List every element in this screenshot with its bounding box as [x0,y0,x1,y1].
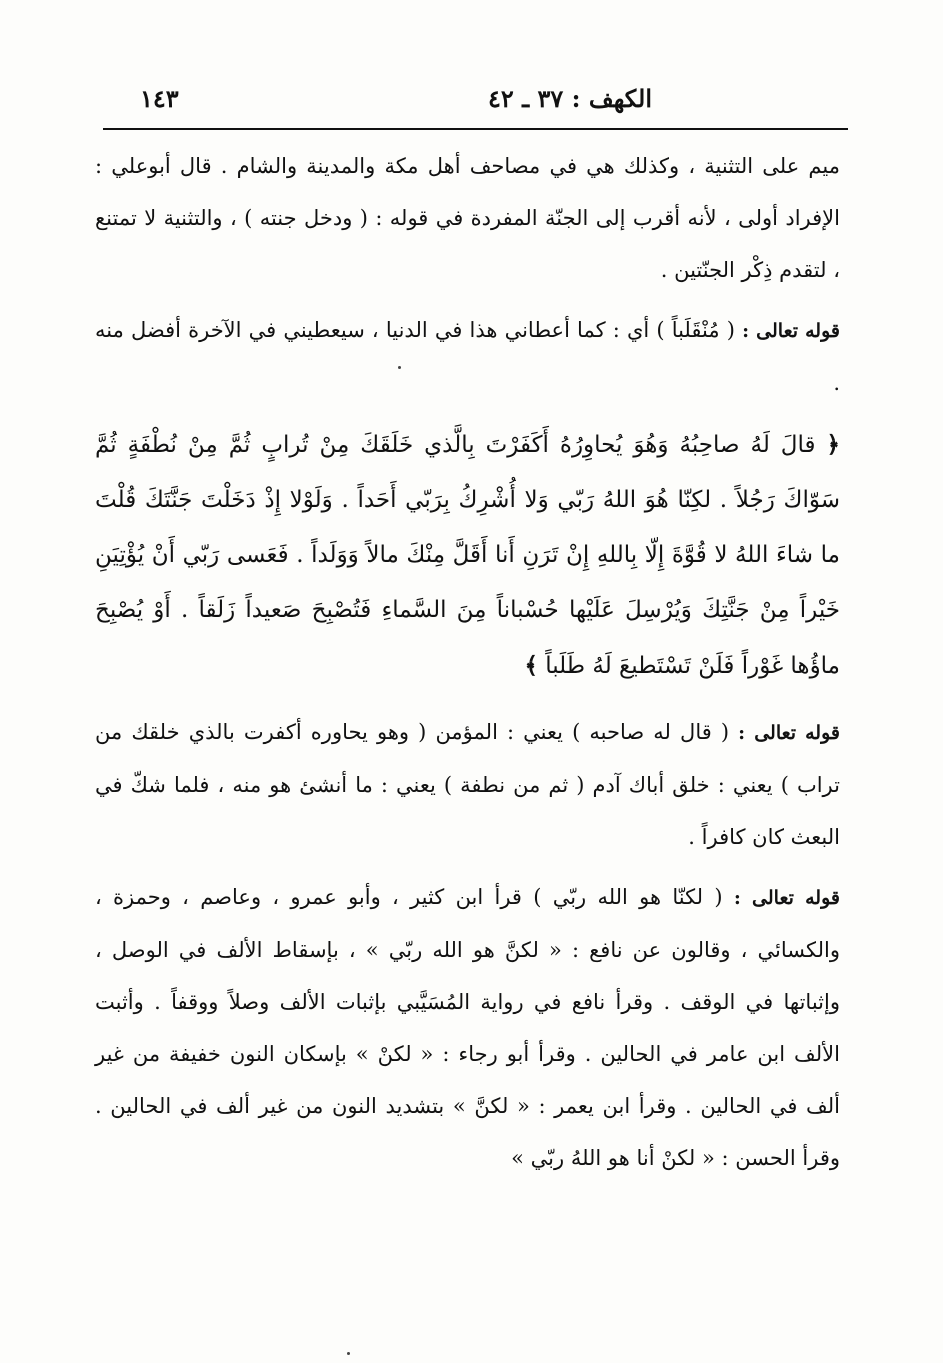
paragraph-3 [95,706,840,863]
commentary-lead: قوله تعالى : [733,887,840,909]
paragraph-4 [95,871,840,1184]
paragraph-1: ميم على التثنية ، وكذلك هي في مصاحف أهل مكة والمدينة والشام . قال أبوعلي : الإفراد أولى ، لأنه أقرب إلى الجنّة المفردة في قوله : ( ودخل جنته ) ، والتثنية لا تمتنع ، لتقدم ذِكْر الجنّتين . [95,154,840,282]
running-title: الكهف : ٣٧ ـ ٤٢ [488,84,653,113]
paragraph-2 [95,304,840,409]
paragraph-text: ( مُنْقَلَباً ) أي : كما أعطاني هذا في الدنيا ، سيعطيني في الآخرة أفضل منه . [95,318,840,395]
verse-open-bracket: ﴿ [826,431,840,458]
verse-close-bracket: ﴾ [524,652,538,679]
paragraph-text: ( لكنّا هو الله ربّي ) قرأ ابن كثير ، وأبو عمرو ، وعاصم ، وحمزة ، والكسائي ، وقالون عن نافع : « لكنَّ هو الله ربّي » ، بإسقاط الألف في الوصل ، وإثباتها في الوقف . وقرأ نافع في رواية المُسَيَّبي بإثبات الألف وصلاً ووقفاً . وأثبت الألف ابن عامر في الحالين . وقرأ أبو رجاء : « لكنْ » بإسكان النون خفيفة من غير ألف في الحالين . وقرأ ابن يعمر : « لكنَّ » بتشديد النون من غير ألف في الحالين . وقرأ الحسن : « لكنْ أنا هو اللهُ ربّي » [95,885,840,1170]
header-divider [103,128,848,130]
print-speck [347,1352,350,1355]
page-number: ١٤٣ [140,84,179,113]
paragraph-text: ( قال له صاحبه ) يعني : المؤمن ( وهو يحاوره أكفرت بالذي خلقك من تراب ) يعني : خلق أباك آدم ( ثم من نطفة ) يعني : ما أنشئ هو منه ، فلما شكّ في البعث كان كافراً . [95,720,840,849]
page-header [100,84,840,118]
verse-text: قالَ لَهُ صاحِبُهُ وَهُوَ يُحاوِرُهُ أَكَفَرْتَ بِالَّذي خَلَقَكَ مِنْ تُرابٍ ثُمَّ مِنْ نُطْفَةٍ ثُمَّ سَوّاكَ رَجُلاً . لكِنّا هُوَ اللهُ رَبّي وَلا أُشْرِكُ بِرَبّي أَحَداً . وَلَوْلا إِذْ دَخَلْتَ جَنَّتَكَ قُلْتَ ما شاءَ اللهُ لا قُوَّةَ إِلّا بِاللهِ إِنْ تَرَنِ أَنا أَقَلَّ مِنْكَ مالاً وَوَلَداً . فَعَسى رَبّي أَنْ يُؤْتِيَنِ خَيْراً مِنْ جَنَّتِكَ وَيُرْسِلَ عَلَيْها حُسْباناً مِنَ السَّماءِ فَتُصْبِحَ صَعيداً زَلَقاً . أَوْ يُصْبِحَ ماؤُها غَوْراً فَلَنْ تَسْتَطيعَ لَهُ طَلَباً [95,432,840,679]
commentary-lead: قوله تعالى : [738,722,840,744]
quran-verse [95,417,840,694]
commentary-lead: قوله تعالى : [742,320,840,342]
print-speck [398,366,401,369]
page-body [95,140,840,1184]
